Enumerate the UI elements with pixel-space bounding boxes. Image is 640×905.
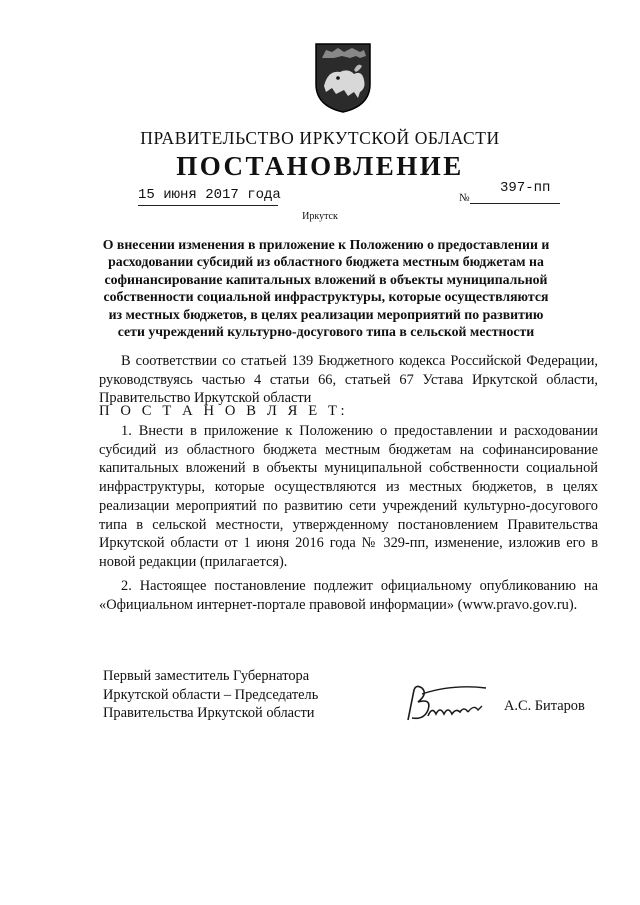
number-sign: № bbox=[459, 192, 470, 204]
government-name: ПРАВИТЕЛЬСТВО ИРКУТСКОЙ ОБЛАСТИ bbox=[140, 128, 500, 148]
document-title: О внесении изменения в приложение к Положению о предоставлении и расходовании субсидий из областного бюджета местным бюджетам на софинансирование капитальных вложений в объекты муниципальной собственности социальной инфраструктуры, которые осуществляются из местных бюджетов, в целях реализации мероприятий по развитию сети учреждений культурно-досугового типа в сельской местности bbox=[102, 237, 550, 340]
document-type-heading: ПОСТАНОВЛЕНИЕ bbox=[176, 151, 464, 181]
date-underline bbox=[138, 205, 278, 206]
signer-name: А.С. Битаров bbox=[504, 698, 585, 714]
intro-paragraph: В соответствии со статьей 139 Бюджетного кодекса Российской Федерации, руководствуясь частью 4 статьи 66, статьей 67 Устава Иркутской области, Правительство Иркутской области bbox=[99, 353, 598, 407]
issue-city: Иркутск bbox=[302, 211, 338, 222]
decree-word: П О С Т А Н О В Л Я Е Т: bbox=[99, 403, 349, 419]
signatory-position bbox=[103, 667, 318, 723]
handwritten-signature bbox=[402, 680, 494, 728]
coat-of-arms-emblem bbox=[314, 40, 372, 114]
number-underline bbox=[470, 203, 560, 204]
document-number: 397-пп bbox=[500, 180, 551, 196]
signatory-position-line: Первый заместитель Губернатора bbox=[103, 668, 310, 684]
item-2-paragraph: 2. Настоящее постановление подлежит официальному опубликованию на «Официальном интернет-портале правовой информации» (www.pravo.gov.ru). bbox=[99, 578, 598, 613]
document-date: 15 июня 2017 года bbox=[138, 187, 281, 203]
signatory-position-line: Иркутской области – Председатель bbox=[103, 686, 319, 703]
signatory-position-line: Правительства Иркутской области bbox=[103, 705, 315, 722]
item-1-paragraph: 1. Внести в приложение к Положению о предоставлении и расходовании субсидий из областного бюджета местным бюджетам на софинансирование капитальных вложений в объекты муниципальной собственности социальной инфраструктуры, которые осуществляются из местных бюджетов, в целях реализации мероприятий по развитию сети учреждений культурно-досугового типа в сельской местности, утвержденному постановлением Правительства Иркутской области от 1 июня 2016 года № 329-пп, изменение, изложив его в новой редакции (прилагается). bbox=[99, 423, 598, 570]
